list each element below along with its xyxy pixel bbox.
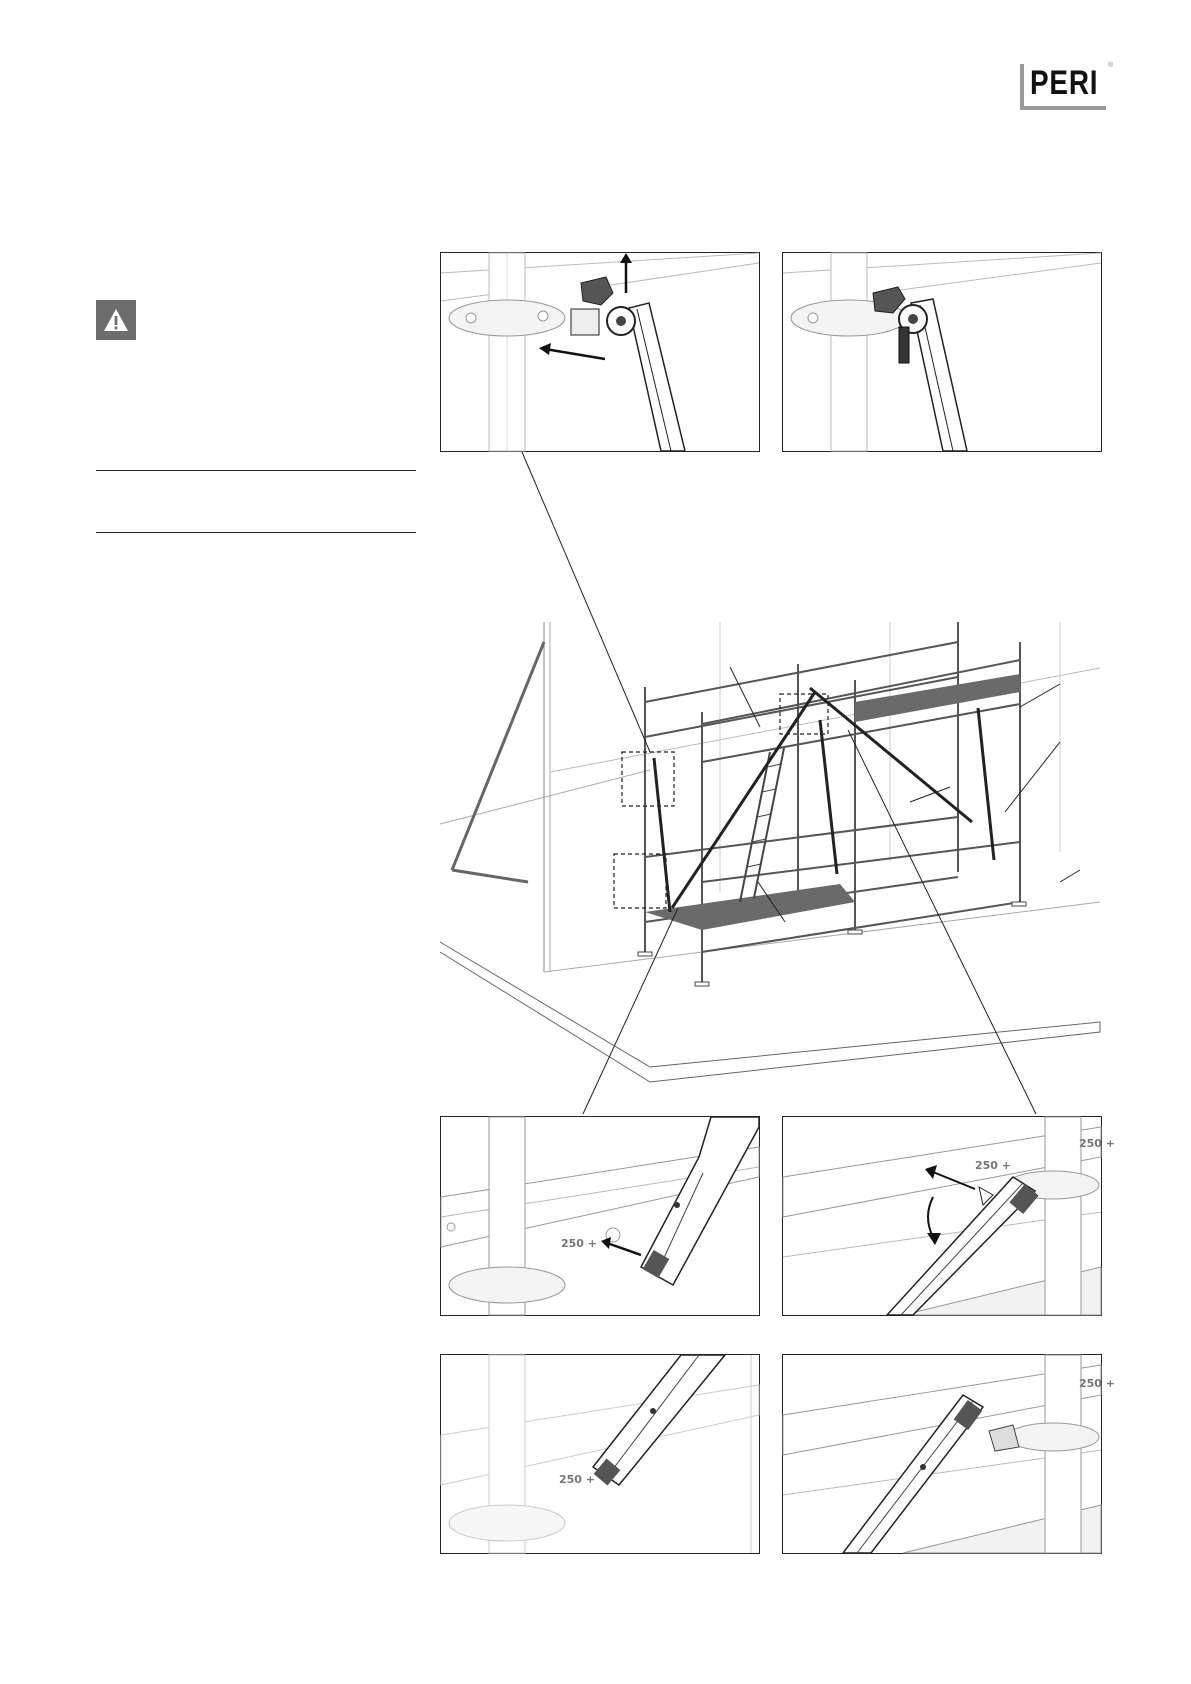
clamp-closed-illustration [783, 253, 1101, 451]
wedge-secured-illustration [783, 1355, 1116, 1553]
pin-inserted-illustration [441, 1355, 759, 1553]
swing-wedge-illustration [783, 1117, 1116, 1315]
ledger-length-mark: 250 + [1079, 1377, 1116, 1390]
note-top-rule [96, 470, 416, 471]
ledger-length-mark: 250 + [561, 1237, 598, 1250]
logo-wordmark: PERI [1030, 64, 1099, 102]
warning-triangle-icon [96, 300, 136, 340]
detail-panel-release-clamp [440, 252, 760, 452]
ledger-length-mark: 250 + [559, 1473, 596, 1486]
scaffold-illustration [440, 612, 1140, 1082]
registered-mark: ® [1108, 62, 1114, 69]
ledger-length-mark: 250 + [975, 1159, 1012, 1172]
detail-panel-insert-pin [440, 1116, 760, 1316]
release-clamp-illustration [441, 253, 759, 451]
insert-pin-illustration [441, 1117, 759, 1315]
detail-panel-clamp-closed [782, 252, 1102, 452]
ledger-length-mark: 250 + [1079, 1137, 1116, 1150]
detail-panel-swing-wedge [782, 1116, 1116, 1316]
detail-panel-pin-inserted [440, 1354, 760, 1554]
peri-logo [1020, 62, 1114, 110]
scaffold-overview-drawing [440, 612, 1140, 1082]
detail-panel-wedge-secured [782, 1354, 1116, 1554]
note-bottom-rule [96, 532, 416, 533]
